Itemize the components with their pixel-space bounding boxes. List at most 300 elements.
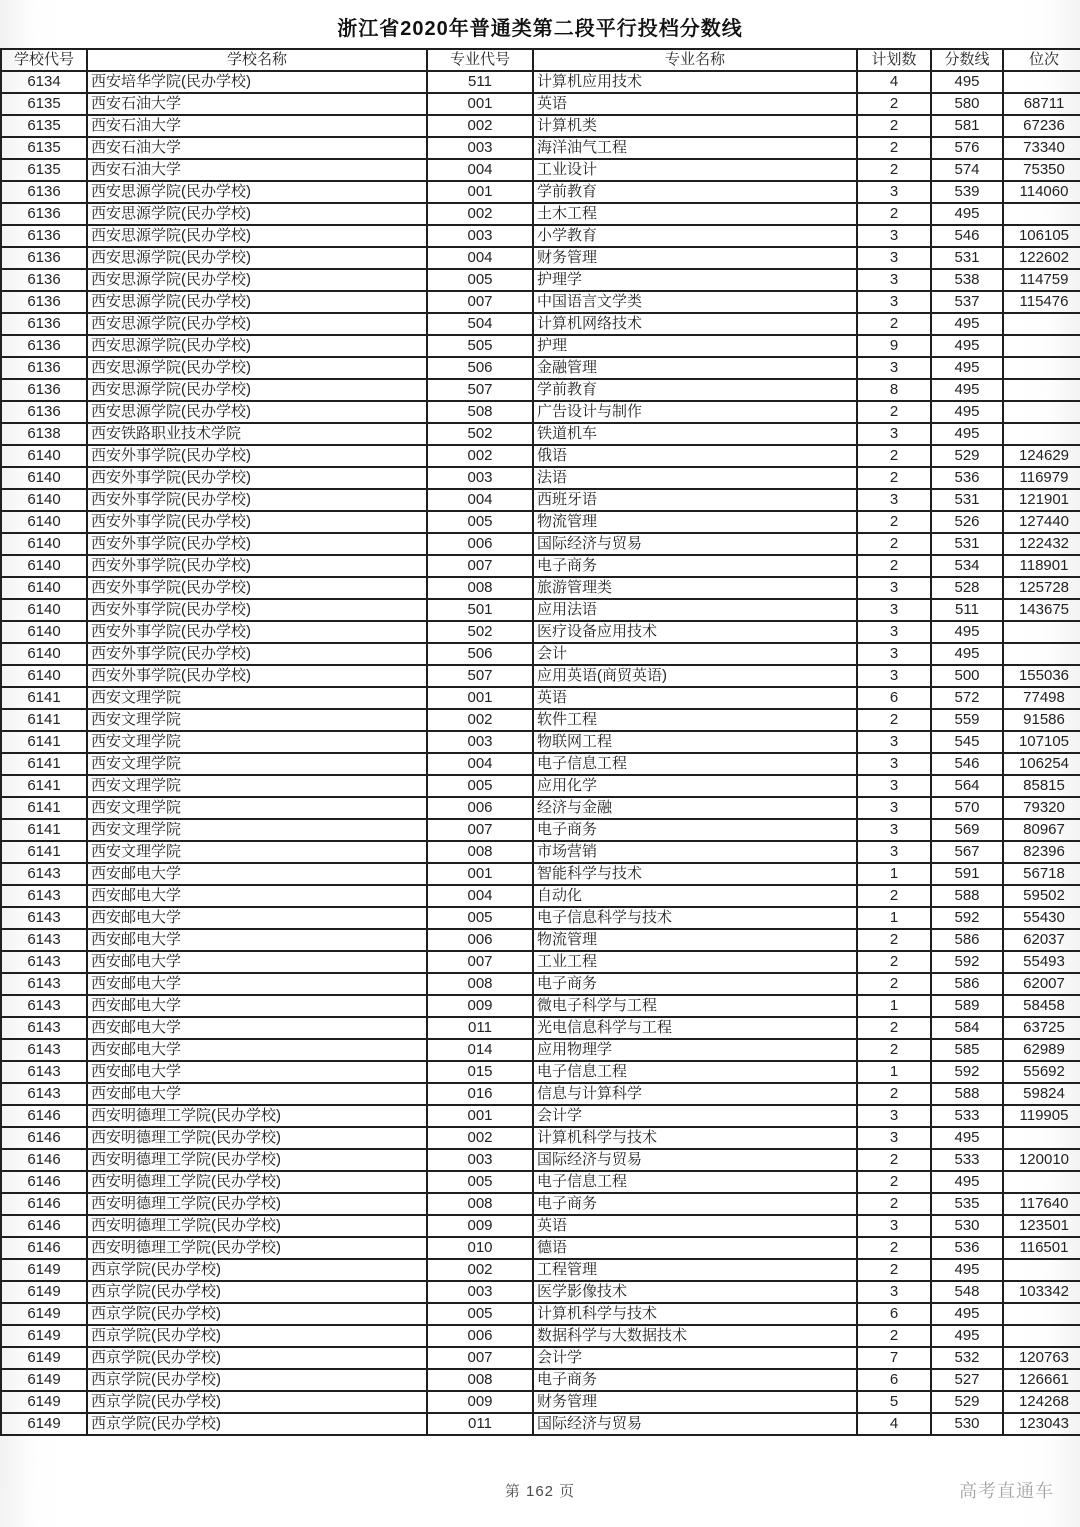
plan-count-cell: 3 <box>857 247 931 269</box>
plan-count-cell: 3 <box>857 731 931 753</box>
score-line-cell: 592 <box>931 907 1003 929</box>
major-name-cell: 应用物理学 <box>533 1039 857 1061</box>
school-code-cell: 6143 <box>1 885 87 907</box>
school-code-cell: 6140 <box>1 445 87 467</box>
major-code-cell: 009 <box>427 1391 533 1413</box>
rank-cell: 62007 <box>1003 973 1080 995</box>
rank-cell: 73340 <box>1003 137 1080 159</box>
table-row <box>1 423 1080 445</box>
major-code-cell: 006 <box>427 1325 533 1347</box>
school-code-cell: 6136 <box>1 335 87 357</box>
major-name-cell: 市场营销 <box>533 841 857 863</box>
rank-cell: 127440 <box>1003 511 1080 533</box>
school-code-cell: 6149 <box>1 1347 87 1369</box>
score-line-cell: 564 <box>931 775 1003 797</box>
school-name-cell: 西安明德理工学院(民办学校) <box>87 1193 427 1215</box>
plan-count-cell: 3 <box>857 1105 931 1127</box>
school-code-cell: 6140 <box>1 489 87 511</box>
major-code-cell: 005 <box>427 511 533 533</box>
rank-cell: 125728 <box>1003 577 1080 599</box>
plan-count-cell: 2 <box>857 973 931 995</box>
school-name-cell: 西安思源学院(民办学校) <box>87 401 427 423</box>
major-name-cell: 智能科学与技术 <box>533 863 857 885</box>
major-name-cell: 工业设计 <box>533 159 857 181</box>
rank-cell: 114060 <box>1003 181 1080 203</box>
major-name-cell: 自动化 <box>533 885 857 907</box>
school-code-cell: 6149 <box>1 1303 87 1325</box>
major-name-cell: 电子商务 <box>533 555 857 577</box>
major-code-cell: 016 <box>427 1083 533 1105</box>
score-table-head <box>1 49 1080 71</box>
major-name-cell: 电子信息科学与技术 <box>533 907 857 929</box>
school-name-cell: 西安外事学院(民办学校) <box>87 577 427 599</box>
major-name-cell: 电子商务 <box>533 1369 857 1391</box>
major-code-cell: 504 <box>427 313 533 335</box>
rank-cell: 119905 <box>1003 1105 1080 1127</box>
major-code-cell: 003 <box>427 731 533 753</box>
school-name-cell: 西安石油大学 <box>87 137 427 159</box>
school-code-cell: 6149 <box>1 1325 87 1347</box>
school-name-cell: 西安邮电大学 <box>87 907 427 929</box>
school-code-cell: 6146 <box>1 1149 87 1171</box>
school-code-cell: 6143 <box>1 907 87 929</box>
school-name-cell: 西安文理学院 <box>87 819 427 841</box>
school-name-cell: 西安思源学院(民办学校) <box>87 203 427 225</box>
major-code-cell: 001 <box>427 181 533 203</box>
major-code-cell: 506 <box>427 357 533 379</box>
score-table-header-row <box>1 49 1080 71</box>
major-name-cell: 英语 <box>533 93 857 115</box>
major-code-cell: 011 <box>427 1017 533 1039</box>
rank-cell <box>1003 313 1080 335</box>
score-line-cell: 572 <box>931 687 1003 709</box>
score-line-cell: 538 <box>931 269 1003 291</box>
rank-cell <box>1003 71 1080 93</box>
school-name-cell: 西安铁路职业技术学院 <box>87 423 427 445</box>
table-row <box>1 225 1080 247</box>
school-code-cell: 6146 <box>1 1237 87 1259</box>
major-code-cell: 008 <box>427 973 533 995</box>
column-header-rank: 位次 <box>1003 49 1080 71</box>
plan-count-cell: 2 <box>857 1325 931 1347</box>
school-name-cell: 西安文理学院 <box>87 687 427 709</box>
major-code-cell: 003 <box>427 1281 533 1303</box>
score-line-cell: 526 <box>931 511 1003 533</box>
plan-count-cell: 2 <box>857 533 931 555</box>
school-name-cell: 西安培华学院(民办学校) <box>87 71 427 93</box>
school-code-cell: 6141 <box>1 797 87 819</box>
school-name-cell: 西安思源学院(民办学校) <box>87 225 427 247</box>
major-code-cell: 507 <box>427 665 533 687</box>
score-line-cell: 531 <box>931 247 1003 269</box>
score-line-cell: 495 <box>931 401 1003 423</box>
column-header-major-code: 专业代号 <box>427 49 533 71</box>
plan-count-cell: 1 <box>857 863 931 885</box>
plan-count-cell: 3 <box>857 225 931 247</box>
major-code-cell: 002 <box>427 1127 533 1149</box>
score-line-cell: 585 <box>931 1039 1003 1061</box>
score-line-cell: 576 <box>931 137 1003 159</box>
column-header-plan-count: 计划数 <box>857 49 931 71</box>
score-line-cell: 495 <box>931 621 1003 643</box>
plan-count-cell: 4 <box>857 1413 931 1435</box>
school-name-cell: 西安明德理工学院(民办学校) <box>87 1127 427 1149</box>
page-number: 第 162 页 <box>504 1483 576 1500</box>
plan-count-cell: 3 <box>857 621 931 643</box>
plan-count-cell: 2 <box>857 445 931 467</box>
plan-count-cell: 2 <box>857 137 931 159</box>
plan-count-cell: 2 <box>857 401 931 423</box>
plan-count-cell: 2 <box>857 1017 931 1039</box>
table-row <box>1 247 1080 269</box>
school-name-cell: 西安邮电大学 <box>87 1061 427 1083</box>
rank-cell: 122432 <box>1003 533 1080 555</box>
school-name-cell: 西安文理学院 <box>87 797 427 819</box>
rank-cell: 77498 <box>1003 687 1080 709</box>
plan-count-cell: 2 <box>857 313 931 335</box>
school-code-cell: 6136 <box>1 225 87 247</box>
rank-cell <box>1003 401 1080 423</box>
table-row <box>1 1149 1080 1171</box>
plan-count-cell: 2 <box>857 1039 931 1061</box>
rank-cell <box>1003 423 1080 445</box>
score-line-cell: 537 <box>931 291 1003 313</box>
major-name-cell: 物流管理 <box>533 929 857 951</box>
school-name-cell: 西安思源学院(民办学校) <box>87 379 427 401</box>
school-code-cell: 6146 <box>1 1193 87 1215</box>
major-code-cell: 004 <box>427 159 533 181</box>
school-code-cell: 6143 <box>1 951 87 973</box>
plan-count-cell: 1 <box>857 995 931 1017</box>
school-name-cell: 西安明德理工学院(民办学校) <box>87 1171 427 1193</box>
table-row <box>1 1083 1080 1105</box>
school-code-cell: 6141 <box>1 753 87 775</box>
table-row <box>1 93 1080 115</box>
school-code-cell: 6135 <box>1 159 87 181</box>
major-name-cell: 国际经济与贸易 <box>533 1149 857 1171</box>
major-code-cell: 002 <box>427 709 533 731</box>
score-line-cell: 495 <box>931 423 1003 445</box>
major-name-cell: 财务管理 <box>533 1391 857 1413</box>
plan-count-cell: 7 <box>857 1347 931 1369</box>
score-line-cell: 584 <box>931 1017 1003 1039</box>
score-line-cell: 588 <box>931 1083 1003 1105</box>
major-code-cell: 002 <box>427 115 533 137</box>
rank-cell <box>1003 357 1080 379</box>
major-name-cell: 土木工程 <box>533 203 857 225</box>
table-row <box>1 621 1080 643</box>
major-name-cell: 工业工程 <box>533 951 857 973</box>
rank-cell: 58458 <box>1003 995 1080 1017</box>
school-code-cell: 6136 <box>1 181 87 203</box>
rank-cell: 106254 <box>1003 753 1080 775</box>
major-code-cell: 506 <box>427 643 533 665</box>
table-row <box>1 533 1080 555</box>
plan-count-cell: 6 <box>857 1303 931 1325</box>
major-name-cell: 计算机科学与技术 <box>533 1303 857 1325</box>
school-name-cell: 西安邮电大学 <box>87 951 427 973</box>
score-line-cell: 539 <box>931 181 1003 203</box>
major-name-cell: 电子商务 <box>533 1193 857 1215</box>
school-name-cell: 西安思源学院(民办学校) <box>87 181 427 203</box>
major-name-cell: 医学影像技术 <box>533 1281 857 1303</box>
school-code-cell: 6149 <box>1 1369 87 1391</box>
major-code-cell: 009 <box>427 1215 533 1237</box>
column-header-score-line: 分数线 <box>931 49 1003 71</box>
rank-cell <box>1003 203 1080 225</box>
school-name-cell: 西安思源学院(民办学校) <box>87 313 427 335</box>
school-name-cell: 西安邮电大学 <box>87 1083 427 1105</box>
school-code-cell: 6149 <box>1 1391 87 1413</box>
table-row <box>1 181 1080 203</box>
score-line-cell: 529 <box>931 1391 1003 1413</box>
score-line-cell: 567 <box>931 841 1003 863</box>
plan-count-cell: 2 <box>857 885 931 907</box>
plan-count-cell: 3 <box>857 1127 931 1149</box>
plan-count-cell: 3 <box>857 423 931 445</box>
plan-count-cell: 2 <box>857 203 931 225</box>
school-code-cell: 6141 <box>1 709 87 731</box>
school-code-cell: 6146 <box>1 1105 87 1127</box>
school-name-cell: 西安明德理工学院(民办学校) <box>87 1237 427 1259</box>
score-line-cell: 495 <box>931 1127 1003 1149</box>
table-row <box>1 357 1080 379</box>
score-line-cell: 531 <box>931 533 1003 555</box>
plan-count-cell: 3 <box>857 819 931 841</box>
major-code-cell: 015 <box>427 1061 533 1083</box>
table-row <box>1 269 1080 291</box>
major-code-cell: 008 <box>427 841 533 863</box>
major-code-cell: 003 <box>427 137 533 159</box>
rank-cell: 116501 <box>1003 1237 1080 1259</box>
school-code-cell: 6140 <box>1 467 87 489</box>
school-code-cell: 6149 <box>1 1259 87 1281</box>
score-table-body <box>1 71 1080 1435</box>
rank-cell: 115476 <box>1003 291 1080 313</box>
school-code-cell: 6134 <box>1 71 87 93</box>
school-name-cell: 西京学院(民办学校) <box>87 1347 427 1369</box>
table-row <box>1 1303 1080 1325</box>
plan-count-cell: 2 <box>857 1193 931 1215</box>
major-code-cell: 508 <box>427 401 533 423</box>
major-name-cell: 医疗设备应用技术 <box>533 621 857 643</box>
plan-count-cell: 2 <box>857 115 931 137</box>
school-name-cell: 西安邮电大学 <box>87 1039 427 1061</box>
school-name-cell: 西安邮电大学 <box>87 863 427 885</box>
major-name-cell: 应用法语 <box>533 599 857 621</box>
score-line-cell: 495 <box>931 1259 1003 1281</box>
score-line-cell: 534 <box>931 555 1003 577</box>
rank-cell <box>1003 1127 1080 1149</box>
school-code-cell: 6140 <box>1 511 87 533</box>
major-name-cell: 英语 <box>533 1215 857 1237</box>
score-line-cell: 532 <box>931 1347 1003 1369</box>
school-name-cell: 西安邮电大学 <box>87 885 427 907</box>
major-code-cell: 006 <box>427 797 533 819</box>
major-name-cell: 物流管理 <box>533 511 857 533</box>
major-name-cell: 俄语 <box>533 445 857 467</box>
major-name-cell: 法语 <box>533 467 857 489</box>
rank-cell <box>1003 1259 1080 1281</box>
table-row <box>1 577 1080 599</box>
rank-cell: 80967 <box>1003 819 1080 841</box>
table-row <box>1 1061 1080 1083</box>
major-name-cell: 西班牙语 <box>533 489 857 511</box>
school-name-cell: 西京学院(民办学校) <box>87 1303 427 1325</box>
plan-count-cell: 2 <box>857 511 931 533</box>
table-row <box>1 665 1080 687</box>
plan-count-cell: 3 <box>857 643 931 665</box>
major-code-cell: 003 <box>427 467 533 489</box>
major-code-cell: 011 <box>427 1413 533 1435</box>
major-name-cell: 经济与金融 <box>533 797 857 819</box>
rank-cell: 55430 <box>1003 907 1080 929</box>
school-code-cell: 6140 <box>1 665 87 687</box>
school-code-cell: 6135 <box>1 93 87 115</box>
score-line-cell: 545 <box>931 731 1003 753</box>
rank-cell: 55692 <box>1003 1061 1080 1083</box>
plan-count-cell: 1 <box>857 907 931 929</box>
score-line-cell: 592 <box>931 1061 1003 1083</box>
major-code-cell: 005 <box>427 1171 533 1193</box>
major-name-cell: 数据科学与大数据技术 <box>533 1325 857 1347</box>
plan-count-cell: 1 <box>857 1061 931 1083</box>
school-name-cell: 西安邮电大学 <box>87 973 427 995</box>
rank-cell: 103342 <box>1003 1281 1080 1303</box>
school-code-cell: 6136 <box>1 379 87 401</box>
table-row <box>1 885 1080 907</box>
major-name-cell: 电子信息工程 <box>533 1061 857 1083</box>
major-name-cell: 护理 <box>533 335 857 357</box>
school-code-cell: 6140 <box>1 599 87 621</box>
major-name-cell: 旅游管理类 <box>533 577 857 599</box>
major-name-cell: 财务管理 <box>533 247 857 269</box>
school-code-cell: 6149 <box>1 1413 87 1435</box>
major-code-cell: 007 <box>427 819 533 841</box>
table-row <box>1 71 1080 93</box>
major-name-cell: 海洋油气工程 <box>533 137 857 159</box>
school-name-cell: 西安文理学院 <box>87 731 427 753</box>
major-code-cell: 005 <box>427 907 533 929</box>
major-code-cell: 008 <box>427 577 533 599</box>
plan-count-cell: 3 <box>857 753 931 775</box>
rank-cell <box>1003 621 1080 643</box>
school-code-cell: 6136 <box>1 313 87 335</box>
column-header-major-name: 专业名称 <box>533 49 857 71</box>
school-code-cell: 6141 <box>1 775 87 797</box>
major-name-cell: 小学教育 <box>533 225 857 247</box>
plan-count-cell: 3 <box>857 775 931 797</box>
table-row <box>1 775 1080 797</box>
major-code-cell: 006 <box>427 533 533 555</box>
score-line-cell: 546 <box>931 753 1003 775</box>
table-row <box>1 753 1080 775</box>
school-name-cell: 西安外事学院(民办学校) <box>87 621 427 643</box>
score-line-cell: 548 <box>931 1281 1003 1303</box>
score-line-cell: 586 <box>931 973 1003 995</box>
score-line-cell: 591 <box>931 863 1003 885</box>
plan-count-cell: 3 <box>857 269 931 291</box>
score-line-cell: 536 <box>931 1237 1003 1259</box>
table-row <box>1 1171 1080 1193</box>
school-name-cell: 西安思源学院(民办学校) <box>87 291 427 313</box>
major-name-cell: 电子商务 <box>533 973 857 995</box>
school-code-cell: 6140 <box>1 577 87 599</box>
column-header-school-name: 学校名称 <box>87 49 427 71</box>
major-code-cell: 004 <box>427 753 533 775</box>
major-code-cell: 501 <box>427 599 533 621</box>
rank-cell: 62037 <box>1003 929 1080 951</box>
school-name-cell: 西安思源学院(民办学校) <box>87 335 427 357</box>
school-name-cell: 西安文理学院 <box>87 775 427 797</box>
school-code-cell: 6143 <box>1 863 87 885</box>
major-code-cell: 007 <box>427 1347 533 1369</box>
school-name-cell: 西京学院(民办学校) <box>87 1369 427 1391</box>
table-row <box>1 511 1080 533</box>
table-row <box>1 313 1080 335</box>
major-code-cell: 507 <box>427 379 533 401</box>
school-name-cell: 西安文理学院 <box>87 841 427 863</box>
table-row <box>1 489 1080 511</box>
school-name-cell: 西京学院(民办学校) <box>87 1325 427 1347</box>
school-code-cell: 6140 <box>1 533 87 555</box>
rank-cell: 82396 <box>1003 841 1080 863</box>
rank-cell: 85815 <box>1003 775 1080 797</box>
table-row <box>1 951 1080 973</box>
major-name-cell: 计算机类 <box>533 115 857 137</box>
table-row <box>1 1391 1080 1413</box>
table-row <box>1 1347 1080 1369</box>
table-row <box>1 1215 1080 1237</box>
table-row <box>1 929 1080 951</box>
school-code-cell: 6146 <box>1 1127 87 1149</box>
school-name-cell: 西安邮电大学 <box>87 1017 427 1039</box>
plan-count-cell: 9 <box>857 335 931 357</box>
table-row <box>1 819 1080 841</box>
plan-count-cell: 3 <box>857 577 931 599</box>
school-code-cell: 6141 <box>1 731 87 753</box>
school-code-cell: 6143 <box>1 1039 87 1061</box>
major-name-cell: 计算机科学与技术 <box>533 1127 857 1149</box>
rank-cell <box>1003 335 1080 357</box>
rank-cell: 114759 <box>1003 269 1080 291</box>
school-code-cell: 6135 <box>1 137 87 159</box>
school-code-cell: 6143 <box>1 1083 87 1105</box>
school-name-cell: 西安外事学院(民办学校) <box>87 665 427 687</box>
score-line-cell: 495 <box>931 313 1003 335</box>
table-row <box>1 643 1080 665</box>
score-line-cell: 527 <box>931 1369 1003 1391</box>
rank-cell: 106105 <box>1003 225 1080 247</box>
school-name-cell: 西安思源学院(民办学校) <box>87 357 427 379</box>
table-row <box>1 467 1080 489</box>
rank-cell: 121901 <box>1003 489 1080 511</box>
score-line-cell: 574 <box>931 159 1003 181</box>
score-line-cell: 531 <box>931 489 1003 511</box>
score-table <box>0 48 1080 1436</box>
plan-count-cell: 3 <box>857 841 931 863</box>
table-row <box>1 445 1080 467</box>
table-row <box>1 687 1080 709</box>
major-code-cell: 511 <box>427 71 533 93</box>
major-name-cell: 信息与计算科学 <box>533 1083 857 1105</box>
table-row <box>1 159 1080 181</box>
rank-cell: 56718 <box>1003 863 1080 885</box>
score-line-cell: 511 <box>931 599 1003 621</box>
plan-count-cell: 2 <box>857 1149 931 1171</box>
rank-cell: 59824 <box>1003 1083 1080 1105</box>
school-code-cell: 6140 <box>1 621 87 643</box>
